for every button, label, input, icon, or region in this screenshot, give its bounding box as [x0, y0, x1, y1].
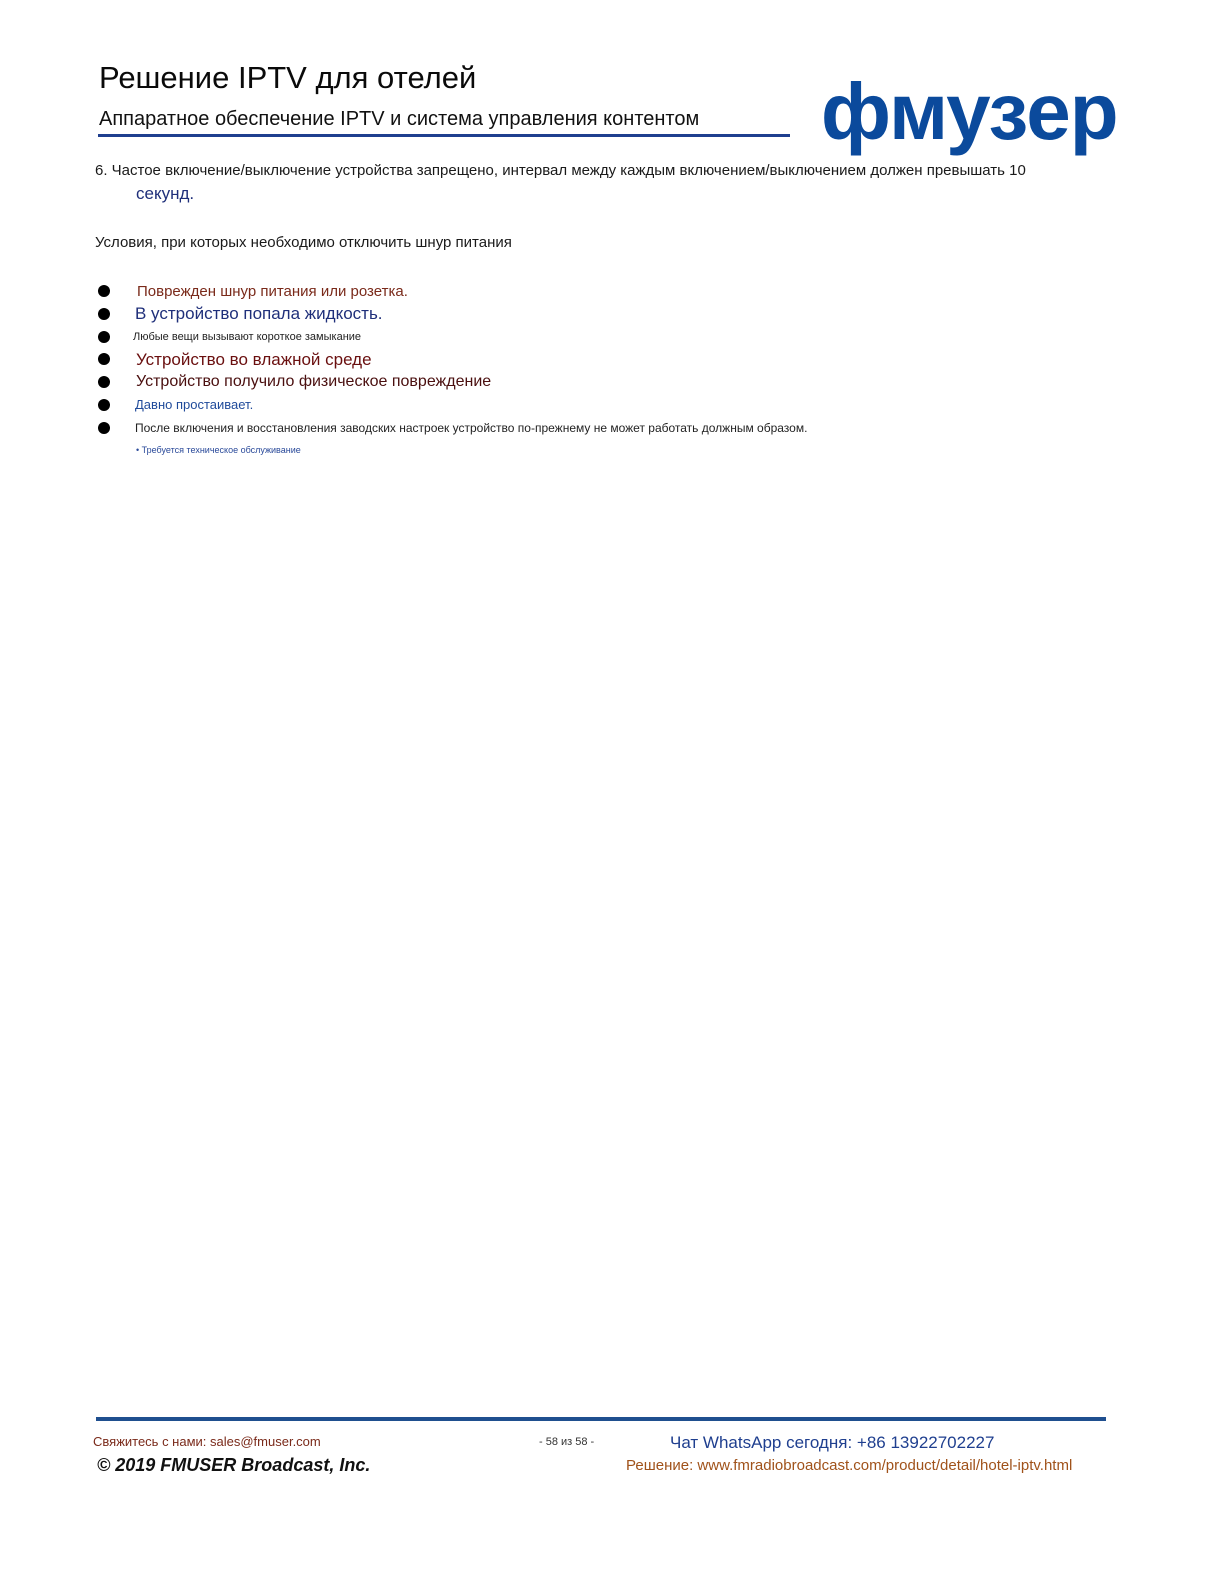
brand-logo: фмузер — [821, 67, 1118, 156]
footer-divider — [96, 1417, 1106, 1421]
list-item: После включения и восстановления заводских настроек устройство по-прежнему не может работать должным образом. — [135, 421, 808, 435]
page-subtitle: Аппаратное обеспечение IPTV и система управления контентом — [99, 108, 700, 130]
header-divider — [98, 134, 790, 137]
page-title: Решение IPTV для отелей — [99, 60, 477, 95]
footer-whatsapp: Чат WhatsApp сегодня: +86 13922702227 — [670, 1433, 995, 1452]
list-item: Любые вещи вызывают короткое замыкание — [133, 331, 362, 343]
list-item: В устройство попала жидкость. — [135, 304, 383, 323]
note-text: 6. Частое включение/выключение устройства запрещено, интервал между каждым включением/выключением должен превышать 10 — [95, 162, 1026, 179]
bullet-icon — [98, 399, 110, 411]
bullet-icon — [98, 422, 110, 434]
list-item: Устройство во влажной среде — [136, 350, 372, 369]
bullet-icon — [98, 308, 110, 320]
footer-contact: Свяжитесь с нами: sales@fmuser.com — [93, 1434, 321, 1449]
page-number: - 58 из 58 - — [539, 1436, 595, 1448]
footer-copyright: © 2019 FMUSER Broadcast, Inc. — [97, 1455, 371, 1475]
list-item: Поврежден шнур питания или розетка. — [137, 283, 408, 300]
footer-solution-link[interactable]: Решение: www.fmradiobroadcast.com/product/detail/hotel-iptv.html — [626, 1457, 1073, 1474]
sub-note: • Требуется техническое обслуживание — [136, 445, 301, 455]
list-item: Давно простаивает. — [135, 397, 254, 412]
note-text-continued: секунд. — [136, 184, 195, 203]
bullet-icon — [98, 353, 110, 365]
bullet-icon — [98, 376, 110, 388]
conditions-heading: Условия, при которых необходимо отключить шнур питания — [95, 234, 512, 251]
bullet-icon — [98, 331, 110, 343]
list-item: Устройство получило физическое повреждение — [136, 373, 492, 390]
bullet-icon — [98, 285, 110, 297]
